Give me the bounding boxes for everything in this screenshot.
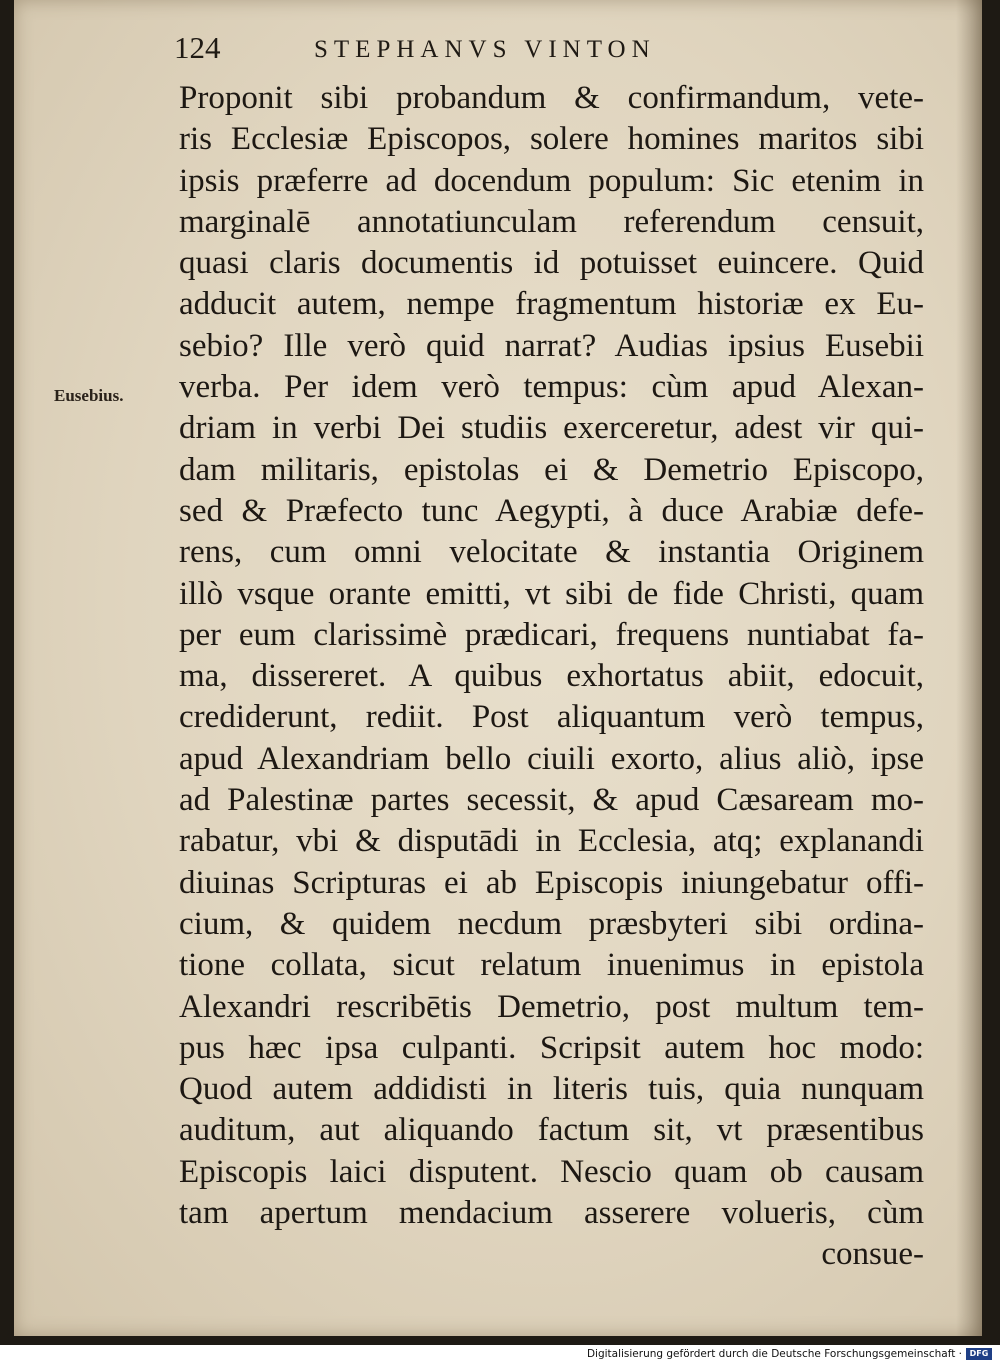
text-line: sebio? Ille verò quid narrat? Audias ipsius Eusebii (179, 327, 924, 364)
text-line: Proponit sibi probandum & confirmandum, vete- (179, 80, 924, 116)
text-line: per eum clarissimè prædicari, frequens nuntiabat fa- (179, 616, 924, 653)
text-line: verba. Per idem verò tempus: cùm apud Alexan- (179, 369, 924, 406)
text-line: ma, dissereret. A quibus exhortatus abiit, edocuit, (179, 658, 924, 695)
text-line: pus hæc ipsa culpanti. Scripsit autem hoc modo: (179, 1029, 924, 1066)
text-line: adducit autem, nempe fragmentum historiæ ex Eu- (179, 286, 924, 323)
text-line: quasi claris documentis id potuisset euincere. Quid (179, 245, 924, 282)
text-line: Episcopis laici disputent. Nescio quam ob causam (179, 1153, 924, 1190)
catchword: consue- (821, 1236, 924, 1273)
running-title: STEPHANVS VINTON (314, 36, 656, 63)
body-text (179, 78, 924, 1276)
text-line: tam apertum mendacium asserere volueris, cùm (179, 1195, 924, 1232)
dfg-logo: DFG (966, 1348, 992, 1360)
text-line: ris Ecclesiæ Episcopos, solere homines maritos sibi (179, 121, 924, 158)
text-line: ad Palestinæ partes secessit, & apud Cæsaream mo- (179, 782, 924, 819)
book-page (14, 0, 982, 1336)
text-line: Alexandri rescribētis Demetrio, post multum tem- (179, 988, 924, 1025)
text-line: diuinas Scripturas ei ab Episcopis iniungebatur offi- (179, 864, 924, 901)
text-line: apud Alexandriam bello ciuili exorto, alius aliò, ipse (179, 740, 924, 777)
text-line: cium, & quidem necdum præsbyteri sibi ordina- (179, 905, 924, 942)
text-line: marginalē annotatiunculam referendum censuit, (179, 203, 924, 240)
margin-note: Eusebius. (54, 386, 124, 405)
page-number: 124 (174, 30, 221, 65)
text-line: dam militaris, epistolas ei & Demetrio Episcopo, (179, 451, 924, 488)
text-line: driam in verbi Dei studiis exerceretur, adest vir qui- (179, 410, 924, 447)
text-line: crediderunt, rediit. Post aliquantum verò tempus, (179, 699, 924, 736)
text-line: Quod autem addidisti in literis tuis, quia nunquam (179, 1071, 924, 1108)
text-line: tione collata, sicut relatum inuenimus in epistola (179, 947, 924, 984)
text-line: auditum, aut aliquando factum sit, vt præsentibus (179, 1112, 924, 1149)
text-line: sed & Præfecto tunc Aegypti, à duce Arabiæ defe- (179, 492, 924, 529)
digitization-footer (0, 1345, 1000, 1363)
text-line: rabatur, vbi & disputādi in Ecclesia, atq; explanandi (179, 823, 924, 860)
funding-notice: Digitalisierung gefördert durch die Deutsche Forschungsgemeinschaft · (586, 1348, 962, 1360)
page-edge-shadow (956, 0, 982, 1336)
text-line: illò vsque orante emitti, vt sibi de fide Christi, quam (179, 575, 924, 612)
text-line: rens, cum omni velocitate & instantia Originem (179, 534, 924, 571)
text-line: ipsis præferre ad docendum populum: Sic etenim in (179, 162, 924, 199)
